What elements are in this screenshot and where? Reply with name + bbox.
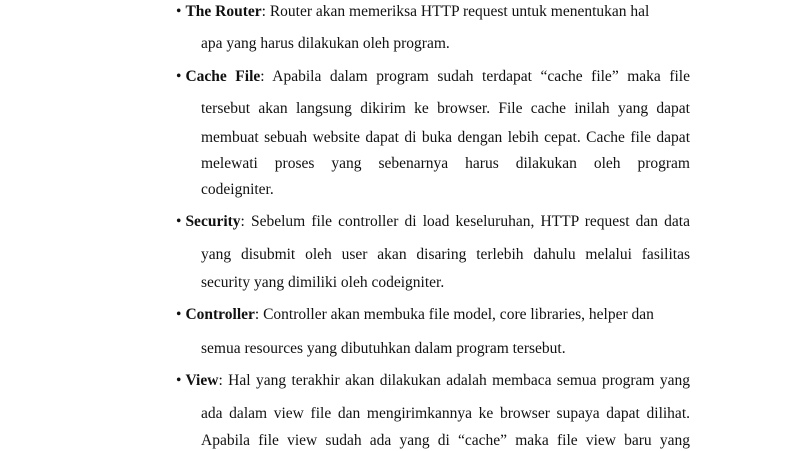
bullet-icon: • <box>176 3 182 20</box>
item-text-line: tersebut akan langsung dikirim ke browser. File cache inilah yang dapat <box>201 100 690 117</box>
item-text-line: yang disubmit oleh user akan disaring terlebih dahulu melalui fasilitas <box>201 246 690 263</box>
bullet-icon: • <box>176 372 182 389</box>
bullet-item-controller <box>176 305 696 325</box>
item-text: : Sebelum file controller di load keseluruhan, HTTP request dan data <box>240 213 690 230</box>
term-view: View <box>185 372 219 389</box>
item-text-line: semua resources yang dibutuhkan dalam program tersebut. <box>201 340 566 357</box>
item-text-line: Apabila file view sudah ada yang di “cache” maka file view baru yang <box>201 432 690 449</box>
item-text: : Apabila dalam program sudah terdapat “cache file” maka file <box>260 68 690 85</box>
term-cache-file: Cache File <box>185 68 261 85</box>
bullet-icon: • <box>176 68 182 85</box>
item-text-line: apa yang harus dilakukan oleh program. <box>201 35 450 52</box>
bullet-icon: • <box>176 213 182 230</box>
item-text: : Hal yang terakhir akan dilakukan adalah membaca semua program yang <box>218 372 690 389</box>
item-text-line: security yang dimiliki oleh codeigniter. <box>201 274 445 291</box>
item-text-line: membuat sebuah website dapat di buka dengan lebih cepat. Cache file dapat <box>201 129 690 146</box>
item-text-line: ada dalam view file dan mengirimkannya ke browser supaya dapat dilihat. <box>201 405 690 422</box>
item-text: : Router akan memeriksa HTTP request untuk menentukan hal <box>261 3 650 20</box>
term-controller: Controller <box>185 306 255 323</box>
item-text: : Controller akan membuka file model, core libraries, helper dan <box>254 306 654 323</box>
term-security: Security <box>185 213 241 230</box>
bullet-icon: • <box>176 306 182 323</box>
bullet-item-cache-file <box>176 67 690 87</box>
bullet-item-view <box>176 371 690 391</box>
bullet-item-router <box>176 2 696 22</box>
item-text-line: codeigniter. <box>201 181 274 198</box>
term-router: The Router <box>185 3 262 20</box>
bullet-item-security <box>176 212 690 232</box>
item-text-line: melewati proses yang sebenarnya harus dilakukan oleh program <box>201 155 690 172</box>
